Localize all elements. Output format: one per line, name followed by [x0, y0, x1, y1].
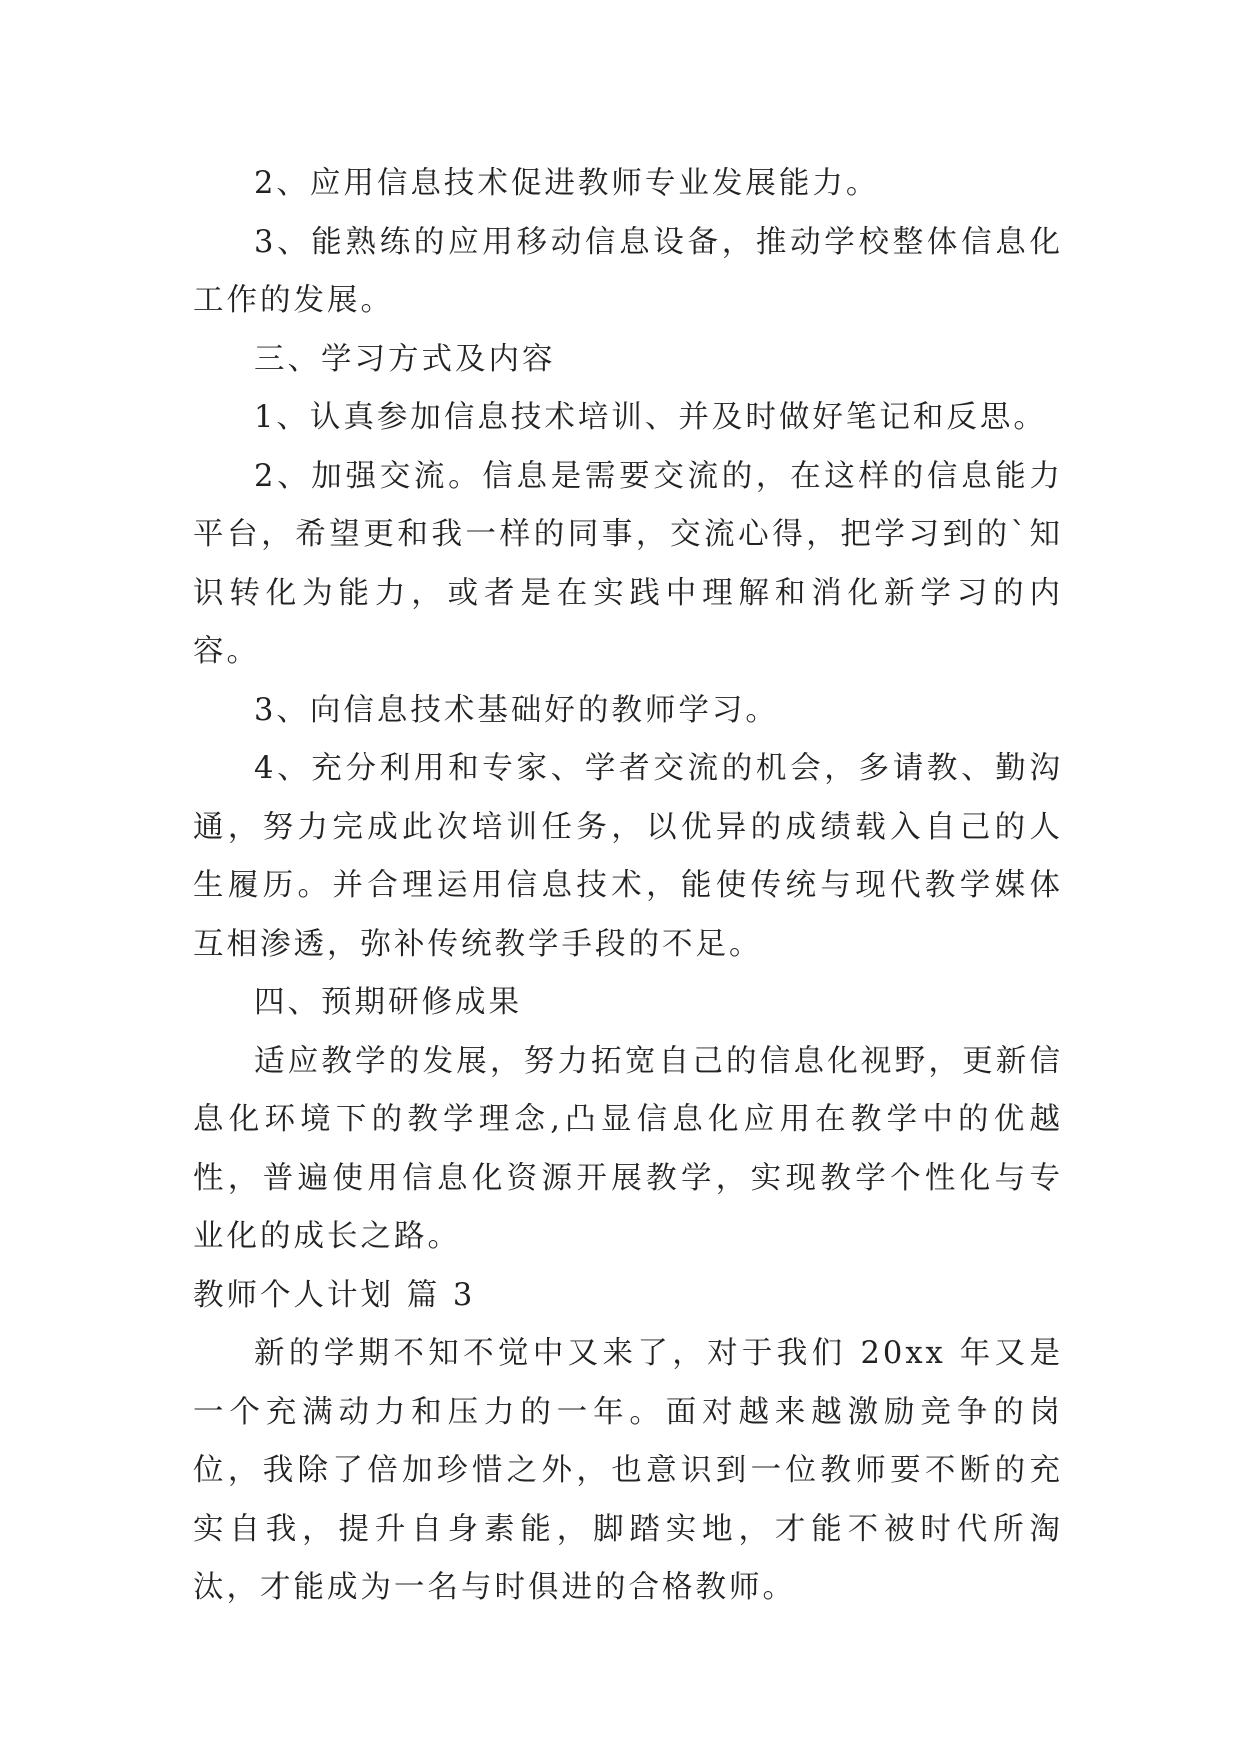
article-title: 教师个人计划 篇 3 [193, 1277, 476, 1313]
paragraph: 2、加强交流。信息是需要交流的，在这样的信息能力平台，希望更和我一样的同事，交流心得，把学习到的`知识转化为能力，或者是在实践中理解和消化新学习的内容。 [193, 458, 1063, 669]
paragraph: 3、能熟练的应用移动信息设备，推动学校整体信息化工作的发展。 [193, 224, 1063, 318]
section-heading: 三、学习方式及内容 [254, 341, 556, 377]
paragraph: 适应教学的发展，努力拓宽自己的信息化视野，更新信息化环境下的教学理念,凸显信息化应用在教学中的优越性，普遍使用信息化资源开展教学，实现教学个性化与专业化的成长之路。 [193, 1043, 1063, 1254]
paragraph: 3、向信息技术基础好的教师学习。 [254, 692, 779, 728]
section-heading: 四、预期研修成果 [254, 985, 522, 1020]
paragraph: 4、充分利用和专家、学者交流的机会，多请教、勤沟通，努力完成此次培训任务，以优异的成绩载入自己的人生履历。并合理运用信息技术，能使传统与现代教学媒体互相渗透，弥补传统教学手段的不足。 [193, 751, 1063, 962]
paragraph: 1、认真参加信息技术培训、并及时做好笔记和反思。 [254, 400, 1047, 435]
paragraph: 2、应用信息技术促进教师专业发展能力。 [254, 166, 880, 201]
paragraph: 新的学期不知不觉中又来了，对于我们 20xx 年又是一个充满动力和压力的一年。面对越来越激励竞争的岗位，我除了倍加珍惜之外，也意识到一位教师要不断的充实自我，提升自身素能，脚踏实地，才能不被时代所淘汰，才能成为一名与时俱进的合格教师。 [193, 1336, 1063, 1605]
document-body [193, 155, 1063, 1618]
